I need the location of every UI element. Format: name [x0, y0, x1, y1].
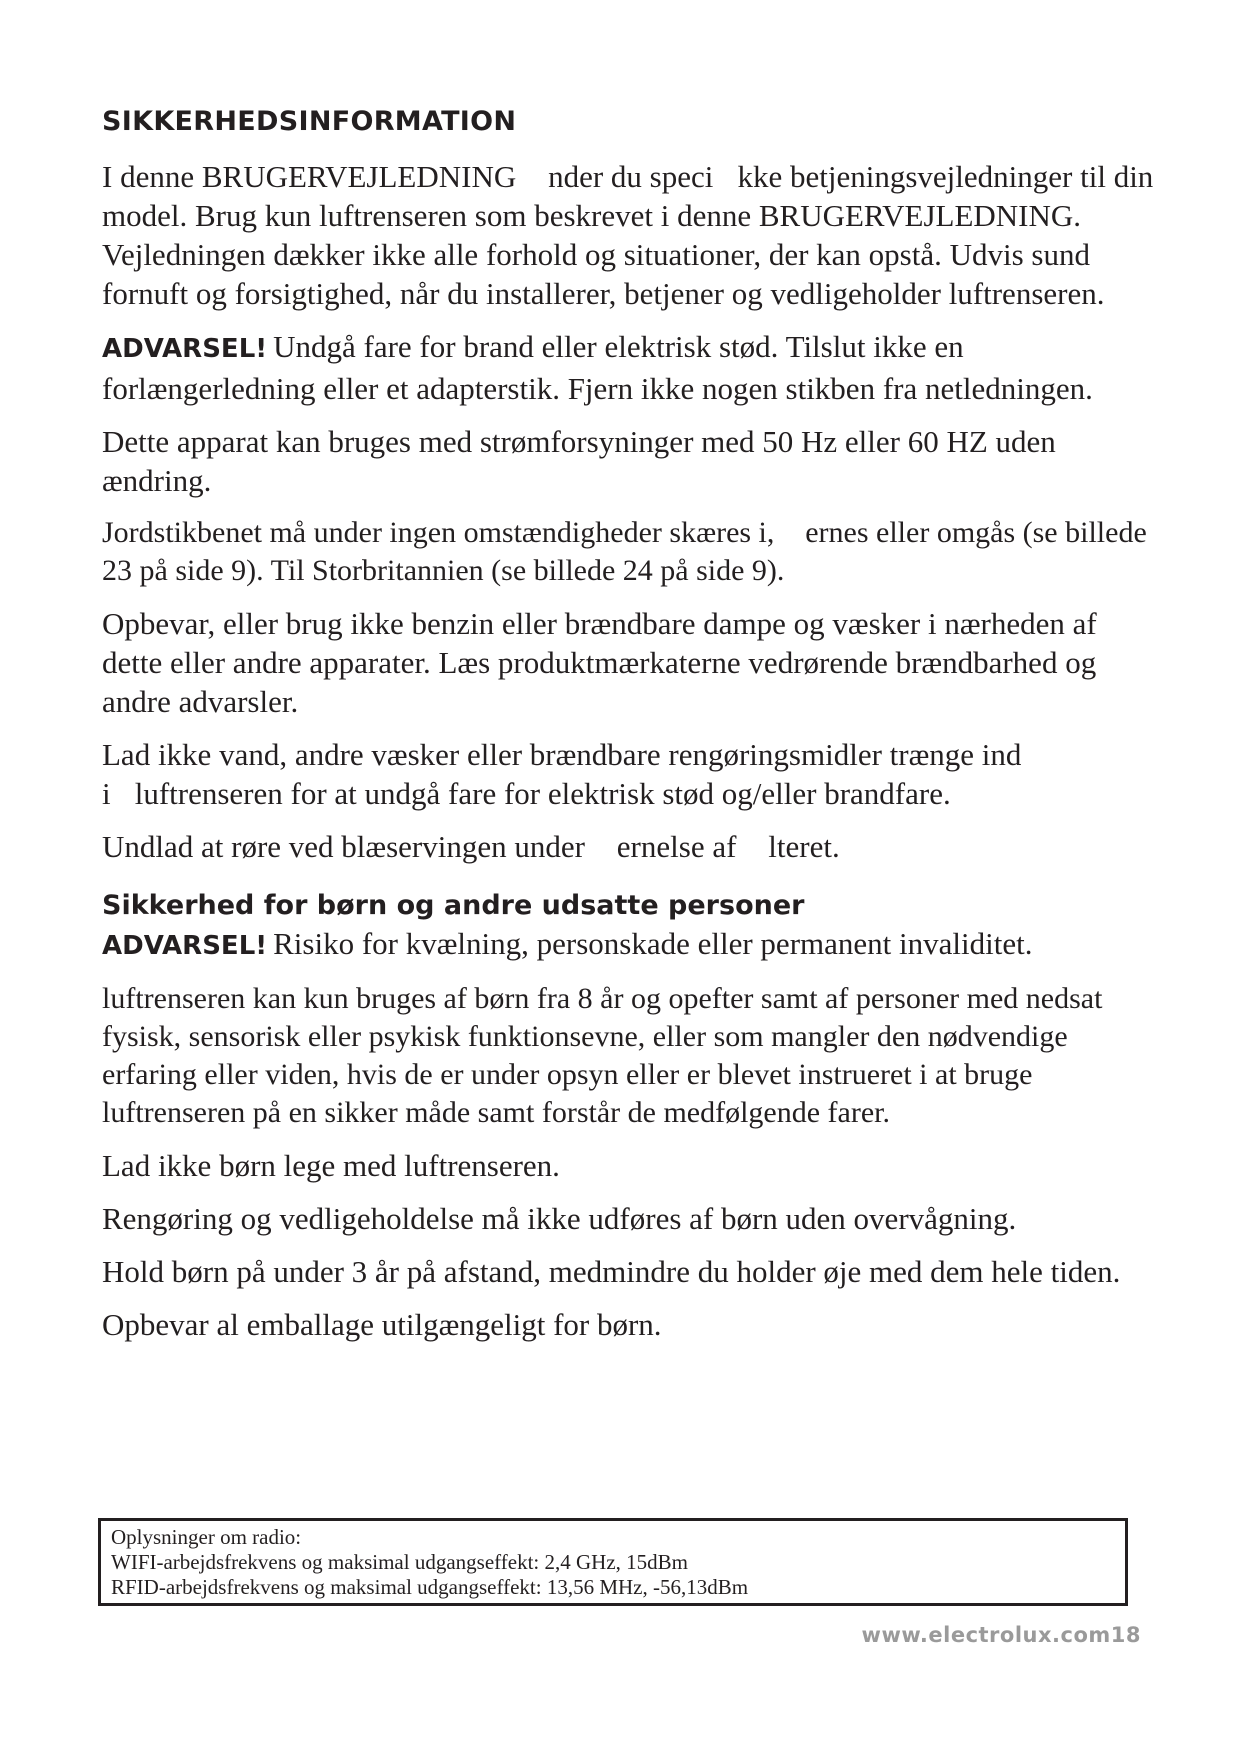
play-paragraph: Lad ikke børn lege med luftrenseren. — [102, 1148, 560, 1183]
blower-paragraph: Undlad at røre ved blæservingen under  ernelse af  lteret. — [102, 829, 840, 864]
liquids-paragraph: Lad ikke vand, andre væsker eller brændbare rengøringsmidler trænge ind i luftrenseren for at undgå fare for elektrisk stød og/eller brandfare. — [102, 737, 1022, 811]
cleaning-paragraph: Rengøring og vedligeholdelse må ikke udføres af børn uden overvågning. — [102, 1201, 1017, 1236]
warning-paragraph-suffocation — [102, 924, 1162, 966]
radio-info-title: Oplysninger om radio: — [111, 1525, 302, 1549]
radio-info-rfid: RFID-arbejdsfrekvens og maksimal udgangseffekt: 13,56 MHz, -56,13dBm — [111, 1575, 749, 1599]
document-page — [102, 106, 1162, 1358]
warning-text: Risiko for kvælning, personskade eller permanent invaliditet. — [273, 926, 1033, 961]
section-title: SIKKERHEDSINFORMATION — [102, 106, 517, 137]
power-paragraph: Dette apparat kan bruges med strømforsyninger med 50 Hz eller 60 HZ uden ændring. — [102, 424, 1056, 498]
warning-label: ADVARSEL! — [102, 334, 268, 364]
radio-info-box — [98, 1518, 1128, 1606]
intro-paragraph: I denne BRUGERVEJLEDNING  nder du speci kke betjeningsvejledninger til din model. Brug kun luftrenseren som beskrevet i denne BRUGERVEJLEDNING. Vejledningen dækker ikke alle forhold og situationer, der kan opstå. Udvis sund fornuft og forsigtighed, når du installerer, betjener og vedligeholder luftrenseren. — [102, 159, 1154, 311]
page-number: 18 — [1110, 1623, 1141, 1647]
storage-paragraph: Opbevar, eller brug ikke benzin eller brændbare dampe og væsker i nærheden af dette eller andre apparater. Læs produktmærkaterne vedrørende brændbarhed og andre advarsler. — [102, 606, 1097, 719]
warning-text: Undgå fare for brand eller elektrisk stød. Tilslut ikke en forlængerledning eller et adapterstik. Fjern ikke nogen stikben fra netledningen. — [102, 329, 1093, 406]
packaging-paragraph: Opbevar al emballage utilgængeligt for børn. — [102, 1307, 662, 1342]
radio-info-wifi: WIFI-arbejdsfrekvens og maksimal udgangseffekt: 2,4 GHz, 15dBm — [111, 1550, 688, 1574]
page-footer — [862, 1623, 1141, 1647]
ground-pin-paragraph: Jordstikbenet må under ingen omstændigheder skæres i,  ernes eller omgås (se billede 23 på side 9). Til Storbritannien (se billede 24 på side 9). — [102, 516, 1147, 587]
usage-paragraph: luftrenseren kan kun bruges af børn fra 8 år og opefter samt af personer med nedsat fysisk, sensorisk eller psykisk funktionsevne, eller som mangler den nødvendige erfaring eller viden, hvis de er under opsyn eller er blevet instrueret i at bruge luftrenseren på en sikker måde samt forstår de medfølgende farer. — [102, 982, 1103, 1129]
children-safety-title: Sikkerhed for børn og andre udsatte personer — [102, 890, 805, 921]
footer-website: www.electrolux.com — [861, 1623, 1111, 1647]
warning-paragraph-fire — [102, 327, 1162, 408]
distance-paragraph: Hold børn på under 3 år på afstand, medmindre du holder øje med dem hele tiden. — [102, 1254, 1121, 1289]
warning-label: ADVARSEL! — [102, 931, 268, 961]
